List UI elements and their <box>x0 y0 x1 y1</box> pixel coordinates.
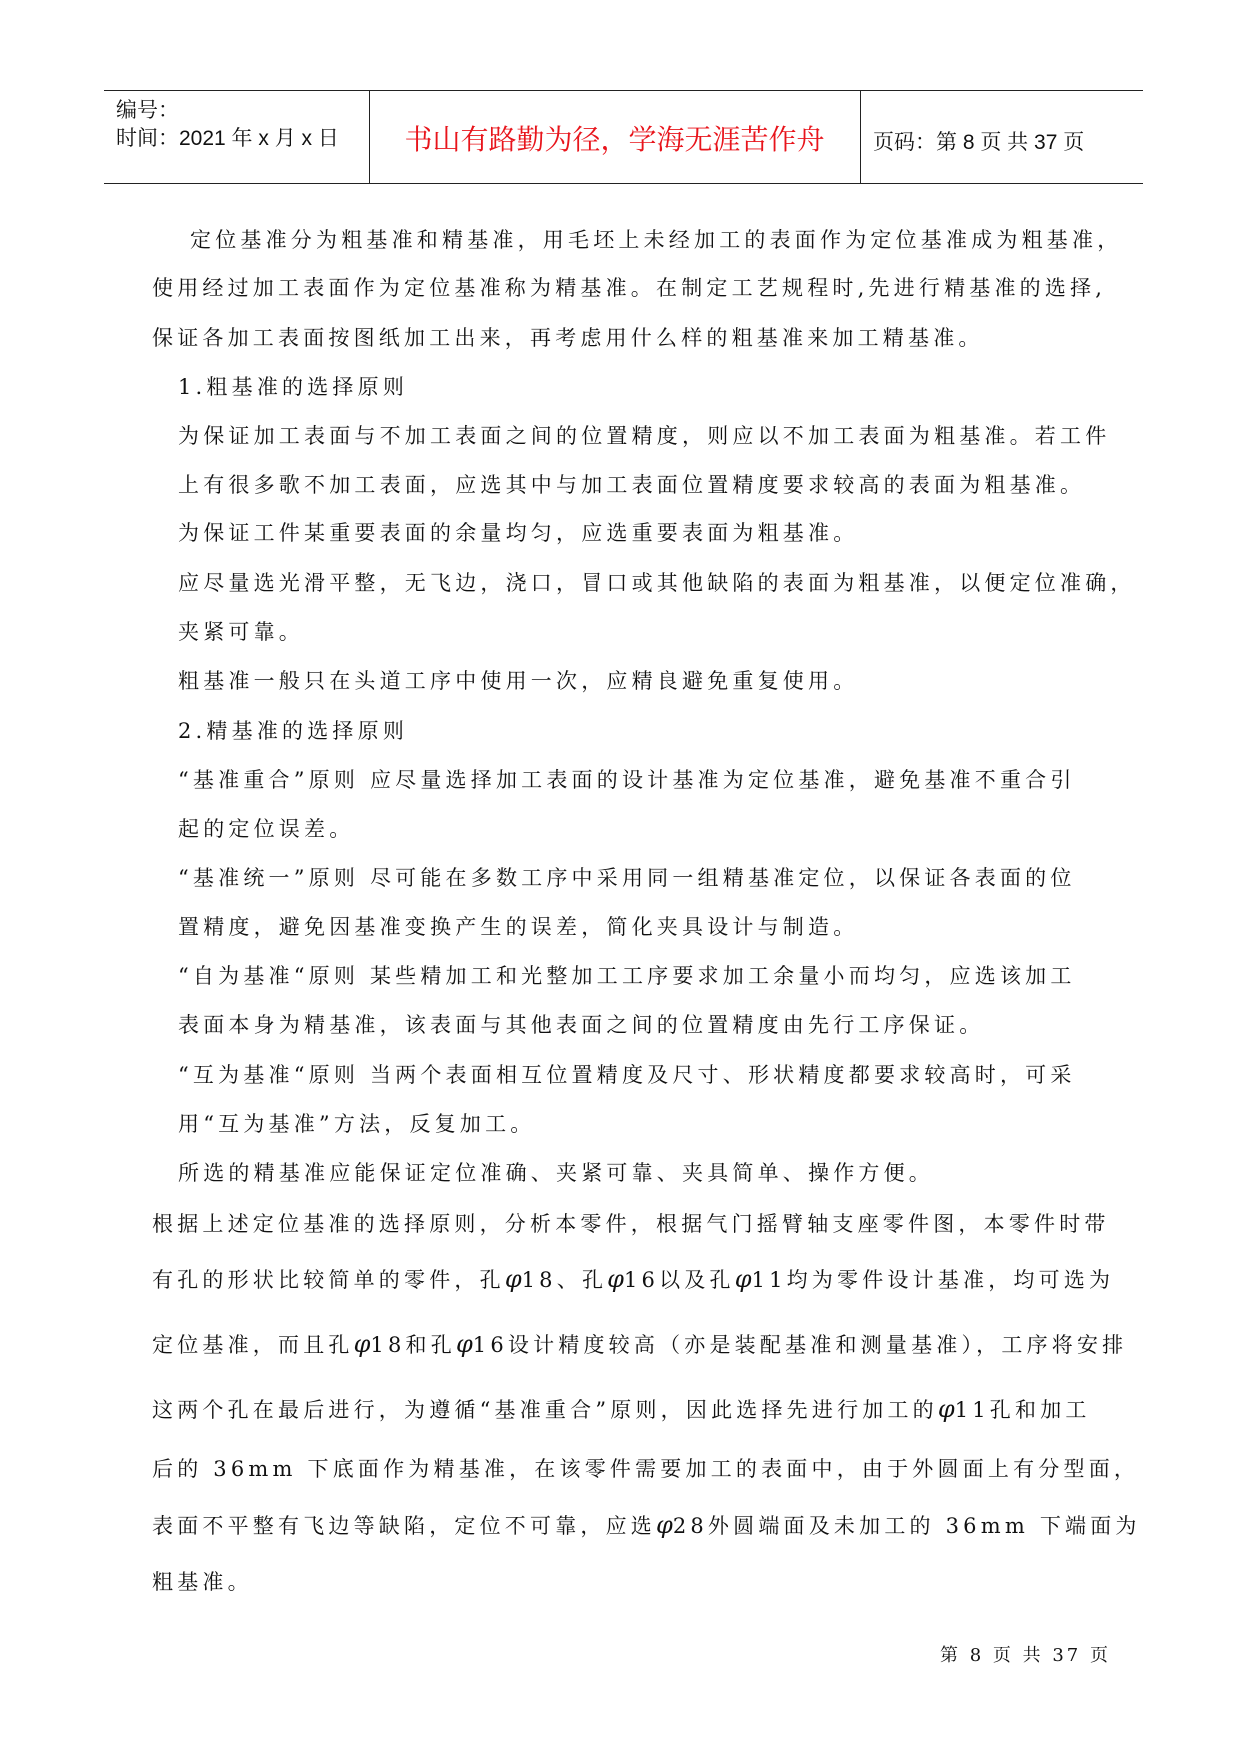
paragraph-line: 保证各加工表面按图纸加工出来，再考虑用什么样的粗基准来加工精基准。 <box>152 326 984 350</box>
text: 表面不平整有飞边等缺陷，定位不可靠，应选 <box>152 1514 656 1538</box>
paragraph-line: 粗基准。 <box>152 1570 253 1594</box>
paragraph-line: 所选的精基准应能保证定位准确、夹紧可靠、夹具简单、操作方便。 <box>178 1161 934 1185</box>
phi-symbol: φ <box>734 1265 752 1293</box>
paragraph-line: 1.粗基准的选择原则 <box>178 375 409 399</box>
paragraph-line: 使用经过加工表面作为定位基准称为精基准。在制定工艺规程时,先进行精基准的选择, <box>152 276 1107 300</box>
text: 16以及孔 <box>623 1268 735 1292</box>
document-number-label: 编号： <box>116 99 179 122</box>
paragraph-line <box>152 1329 1127 1359</box>
phi-symbol: φ <box>455 1330 473 1358</box>
paragraph-line: 为保证工件某重要表面的余量均匀，应选重要表面为粗基准。 <box>178 521 859 545</box>
paragraph-line: 夹紧可靠。 <box>178 620 304 644</box>
paragraph-line: 粗基准一般只在头道工序中使用一次，应精良避免重复使用。 <box>178 669 859 693</box>
phi-symbol: φ <box>607 1265 624 1293</box>
phi-symbol: φ <box>656 1511 673 1539</box>
text: 18和孔 <box>370 1333 456 1357</box>
header-top-rule <box>104 90 1143 91</box>
page-footer: 第 8 页 共 37 页 <box>940 1645 1111 1666</box>
paragraph-line: 应尽量选光滑平整，无飞边，浇口，冒口或其他缺陷的表面为粗基准，以便定位准确， <box>178 571 1136 595</box>
text: 有孔的形状比较简单的零件，孔 <box>152 1268 505 1292</box>
paragraph-line <box>152 1264 1114 1294</box>
header-bottom-rule <box>104 183 1143 184</box>
text: 18、孔 <box>521 1268 608 1292</box>
paragraph-line: 起的定位误差。 <box>178 817 355 841</box>
text: 11孔和加工 <box>954 1398 1091 1422</box>
text: 这两个孔在最后进行，为遵循“基准重合”原则，因此选择先进行加工的 <box>152 1398 938 1422</box>
header-divider <box>860 90 861 184</box>
header-motto: 书山有路勤为径，学海无涯苦作舟 <box>404 123 825 156</box>
paragraph-line: 定位基准分为粗基准和精基准，用毛坯上未经加工的表面作为定位基准成为粗基准， <box>190 228 1123 252</box>
phi-symbol: φ <box>937 1395 955 1423</box>
paragraph-line <box>152 1510 1141 1540</box>
paragraph-line: “自为基准“原则 某些精加工和光整加工工序要求加工余量小而均匀，应选该加工 <box>178 964 1076 988</box>
text: 16设计精度较高（亦是装配基准和测量基准），工序将安排 <box>472 1333 1128 1357</box>
paragraph-line: 2.精基准的选择原则 <box>178 719 409 743</box>
paragraph-line: 置精度，避免因基准变换产生的误差，简化夹具设计与制造。 <box>178 915 859 939</box>
paragraph-line: “基准统一”原则 尽可能在多数工序中采用同一组精基准定位，以保证各表面的位 <box>178 866 1076 890</box>
paragraph-line: “互为基准“原则 当两个表面相互位置精度及尺寸、形状精度都要求较高时，可采 <box>178 1063 1076 1087</box>
paragraph-line: 为保证加工表面与不加工表面之间的位置精度，则应以不加工表面为粗基准。若工件 <box>178 424 1111 448</box>
paragraph-line <box>152 1394 1091 1424</box>
paragraph-line: 后的 36mm 下底面作为精基准，在该零件需要加工的表面中，由于外圆面上有分型面， <box>152 1457 1140 1481</box>
paragraph-line: 表面本身为精基准，该表面与其他表面之间的位置精度由先行工序保证。 <box>178 1013 985 1037</box>
header-page-label: 页码：第 8 页 共 37 页 <box>873 131 1085 154</box>
text: 11均为零件设计基准，均可选为 <box>751 1268 1115 1292</box>
text: 28外圆端面及未加工的 36mm 下端面为 <box>672 1514 1141 1538</box>
paragraph-line: 根据上述定位基准的选择原则，分析本零件，根据气门摇臂轴支座零件图，本零件时带 <box>152 1212 1110 1236</box>
paragraph-line: 用“互为基准”方法，反复加工。 <box>178 1112 536 1136</box>
phi-symbol: φ <box>353 1330 371 1358</box>
phi-symbol: φ <box>504 1265 522 1293</box>
paragraph-line: “基准重合”原则 应尽量选择加工表面的设计基准为定位基准，避免基准不重合引 <box>178 768 1076 792</box>
paragraph-line: 上有很多歌不加工表面，应选其中与加工表面位置精度要求较高的表面为粗基准。 <box>178 473 1086 497</box>
document-time-label: 时间：2021 年 x 月 x 日 <box>116 127 339 150</box>
text: 定位基准，而且孔 <box>152 1333 354 1357</box>
